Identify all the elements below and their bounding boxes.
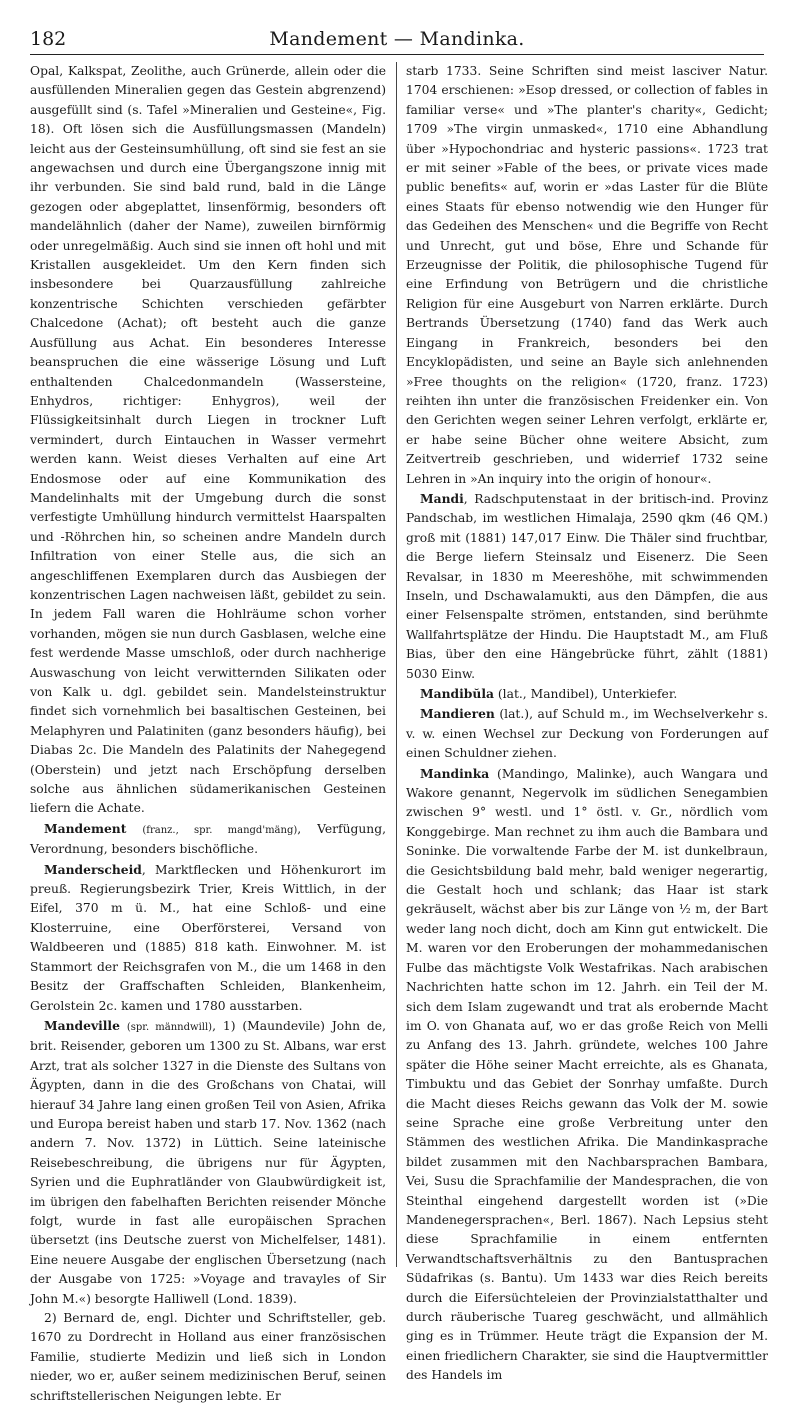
entry-mandeville [30, 1016, 386, 1309]
definition-mandement: , Verfügung, Verordnung, besonders bischöfliche. [30, 821, 386, 857]
definition-mandeville: , 1) (Maundevile) John de, brit. Reisender, geboren um 1300 zu St. Albans, war erst Arzt, trat als solcher 1327 in die Dienste des Sultans von Ägypten, dann in die des Großchans von Chatai, will hierauf 34 Jahre lang einen großen Teil von Asien, Afrika und Europa bereist haben und starb 17. Nov. 1362 (nach andern 7. Nov. 1372) in Lüttich. Seine lateinische Reisebeschreibung, die übrigens nur für Ägypten, Syrien und die Euphratländer von Glaubwürdigkeit ist, im übrigen den fabelhaften Berichten reisender Mönche folgt, wurde in fast alle europäischen Sprachen übersetzt (ins Deutsche zuerst von Michelfelser, 1481). Eine neuere Ausgabe der englischen Übersetzung (nach der Ausgabe von 1725: »Voyage and travayles of Sir John M.«) besorgte Halliwell (Lond. 1839). [30, 1018, 386, 1306]
entry-bernard-de-mandeville: 2) Bernard de, engl. Dichter und Schriftsteller, geb. 1670 zu Dordrecht in Holland aus einer französischen Familie, studierte Medizin und ließ sich in London nieder, wo er, außer seinem medizinischen Beruf, seinen schriftstellerischen Neigungen lebte. Er [30, 1311, 386, 1403]
headword-mandinka: Mandinka [420, 765, 490, 781]
definition-mandinka: (Mandingo, Malinke), auch Wangara und Wakore genannt, Negervolk im südlichen Senegambien zwischen 9° westl. und 1° östl. v. Gr., nördlich vom Konggebirge. Man rechnet zu ihm auch die Bambara und Soninke. Die vorwaltende Farbe der M. ist dunkelbraun, die Gesichtsbildung bald mehr, bald weniger negerartig, die Gestalt hoch und schlank; das Haar ist stark gekräuselt, wächst aber bis zur Länge von ½ m, der Bart weder lang noch dicht, doch am Kinn gut entwickelt. Die M. waren vor den Eroberungen der mohammedanischen Fulbe das mächtigste Volk Westafrikas. Nach arabischen Nachrichten hatte schon im 12. Jahrh. ein Teil der M. sich dem Islam zugewandt und trat als erobernde Macht im O. von Ghanata auf, wo er das große Reich von Melli zu Anfang des 13. Jahrh. gründete, welches 100 Jahre später die Höhe seiner Macht erreichte, als es Ghanata, Timbuktu und das Gebiet der Sonrhay umfaßte. Durch die Macht dieses Reichs gewann das Volk der M. sowie seine Sprache eine große Verbreitung unter den Stämmen des westlichen Afrika. Die Mandinkasprache bildet zusammen mit den Nachbarsprachen Bambara, Vei, Susu die Sprachfamilie der Mandesprachen, die von Steinthal eingehend dargestellt worden ist (»Die Mandenegersprachen«, Berl. 1867). Nach Lepsius steht diese Sprachfamilie in einem entfernten Verwandtschaftsverhältnis zu den Bantusprachen Südafrikas (s. Bantu). Um 1433 war dies Reich bereits durch die Eifersüchteleien der Provinzialstatthalter und durch räuberische Tuareg geschwächt, und allmählich ging es in Trümmer. Heute trägt die Expansion der M. einen friedlichern Charakter, sie sind die Hauptvermittler des Handels im [406, 766, 768, 1383]
entry-mandel-continuation: Opal, Kalkspat, Zeolithe, auch Grünerde, allein oder die ausfüllenden Mineralien gegen das Gestein abgrenzend) ausgefüllt sind (s. Tafel »Mineralien und Gesteine«, Fig. 18). Oft lösen sich die Ausfüllungsmassen (Mandeln) leicht aus der Gesteinsumhüllung, oft sind sie fest an sie angewachsen und durch eine Übergangszone innig mit ihr verbunden. Sie sind bald rund, bald in die Länge gezogen oder abgeplattet, linsenförmig, besonders oft mandelähnlich (daher der Name), zuweilen birnförmig oder unregelmäßig. Auch sind sie innen oft hohl und mit Kristallen ausgekleidet. Um den Kern finden sich insbesondere bei Quarzausfüllung zahlreiche konzentrische Schichten verschieden gefärbter Chalcedone (Achat); oft besteht auch die ganze Ausfüllung aus Achat. Ein besonderes Interesse beanspruchen die eine wässerige Lösung und Luft enthaltenden Chalcedonmandeln (Wassersteine, Enhydros, richtiger: Enhygros), weil der Flüssigkeitsinhalt durch Liegen in trockner Luft vermindert, durch Eintauchen in Wasser vermehrt werden kann. Weist dieses Verhalten auf eine Art Endosmose oder auf eine Kommunikation des Mandelinhalts mit der Umgebung durch die sonst verfestigte Umhüllung hindurch vermittelst Haarspalten und -Röhrchen hin, so scheinen andre Mandeln durch Infiltration von einer Stelle aus, die sich an angeschliffenen Exemplaren durch das Ausbiegen der konzentrischen Lagen nachweisen läßt, gebildet zu sein. In jedem Fall waren die Hohlräume schon vorher vorhanden, mögen sie nun durch Gasblasen, welche eine fest werdende Masse umschloß, oder durch nachherige Auswaschung von leicht verwitternden Silikaten oder von Kalk u. dgl. gebildet sein. Mandelsteinstruktur findet sich vornehmlich bei basaltischen Gesteinen, bei Melaphyren und Palatiniten (ganz besonders häufig), bei Diabas 2c. Die Mandeln des Palatinits der Nahegegend (Oberstein) und jetzt nach Erschöpfung derselben solche aus ähnlichen südamerikanischen Gesteinen liefern die Achate. [30, 64, 386, 816]
entry-mandinka [406, 764, 768, 1386]
headword-mandibula: Mandibŭla [420, 686, 494, 701]
definition-manderscheid: , Marktflecken und Höhenkurort im preuß. Regierungsbezirk Trier, Kreis Wittlich, in der Eifel, 370 m ü. M., hat eine Schloß- und eine Klosterruine, eine Oberförsterei, Versand von Waldbeeren und (1885) 818 kath. Einwohner. M. ist Stammort der Reichsgrafen von M., die um 1468 in den Besitz der Graffschaften Schleiden, Blankenheim, Gerolstein 2c. kamen und 1780 ausstarben. [30, 862, 386, 1013]
page-number: 182 [30, 28, 67, 50]
entry-mandibula [406, 684, 768, 704]
entry-mandi [406, 489, 768, 684]
definition-mandi: , Radschputenstaat in der britisch-ind. Provinz Pandschab, im westlichen Himalaja, 2590 qkm (46 QM.) groß mit (1881) 147,017 Einw. Die Thäler sind fruchtbar, die Berge liefern Steinsalz und Eisenerz. Die Seen Revalsar, in 1830 m Meereshöhe, mit schwimmenden Inseln, und Dschawalamukti, aus den Dämpfen, die aus einer Felsenspalte strömen, entstanden, sind berühmte Wallfahrtsplätze der Hindu. Die Hauptstadt M., am Fluß Bias, über den eine Hängebrücke führt, zählt (1881) 5030 Einw. [406, 491, 768, 681]
right-column [406, 62, 768, 1383]
headword-manderscheid: Manderscheid [44, 861, 142, 877]
running-title: Mandement — Mandinka. [269, 28, 525, 50]
entry-bernard-continuation: starb 1733. Seine Schriften sind meist lasciver Natur. 1704 erschienen: »Esop dressed, or collection of fables in familiar verse« und »The planter's charity«, Gedicht; 1709 »The virgin unmasked«, 1710 eine Abhandlung über »Hypochondriac and hysteric passions«. 1723 trat er mit seiner »Fable of the bees, or private vices made public benefits« auf, worin er »das Laster für die Blüte eines Staats für ebenso notwendig wie den Hunger für das Gedeihen des Menschen« und die Begriffe von Recht und Unrecht, gut und böse, Ehre und Schande für Erzeugnisse der Politik, die philosophische Tugend für eine Erfindung von Betrügern und die christliche Religion für eine Ausgeburt von Narren erklärte. Durch Bertrands Übersetzung (1740) fand das Werk auch Eingang in Frankreich, besonders bei den Encyklopädisten, und seine an Bayle sich anlehnenden »Free thoughts on the religion« (1720, franz. 1723) reihten ihn unter die französischen Freidenker ein. Von den Gerichten wegen seiner Lehren verfolgt, erklärte er, er habe seine Bücher ohne weitere Absicht, zum Zeitvertreib geschrieben, und widerrief 1732 seine Lehren in »An inquiry into the origin of honour«. [406, 64, 768, 486]
entry-mandement [30, 819, 386, 860]
headword-mandieren: Mandieren [420, 706, 495, 722]
entry-manderscheid [30, 860, 386, 1016]
column-divider [396, 62, 397, 1267]
page-header [30, 26, 764, 55]
pronunciation-mandeville: (spr. männdwill) [126, 1021, 213, 1033]
pronunciation-mandement: (franz., spr. mangd'mäng) [142, 824, 298, 836]
headword-mandi: Mandi [420, 490, 464, 506]
left-column [30, 62, 386, 1403]
headword-mandement: Mandement [44, 820, 127, 836]
definition-mandibula: (lat., Mandibel), Unterkiefer. [493, 687, 678, 701]
definition-mandieren: (lat.), auf Schuld m., im Wechselverkehr s. v. w. einen Wechsel zur Deckung von Forderungen auf einen Schuldner ziehen. [406, 707, 768, 761]
headword-mandeville: Mandeville [44, 1017, 120, 1033]
entry-mandieren [406, 704, 768, 763]
